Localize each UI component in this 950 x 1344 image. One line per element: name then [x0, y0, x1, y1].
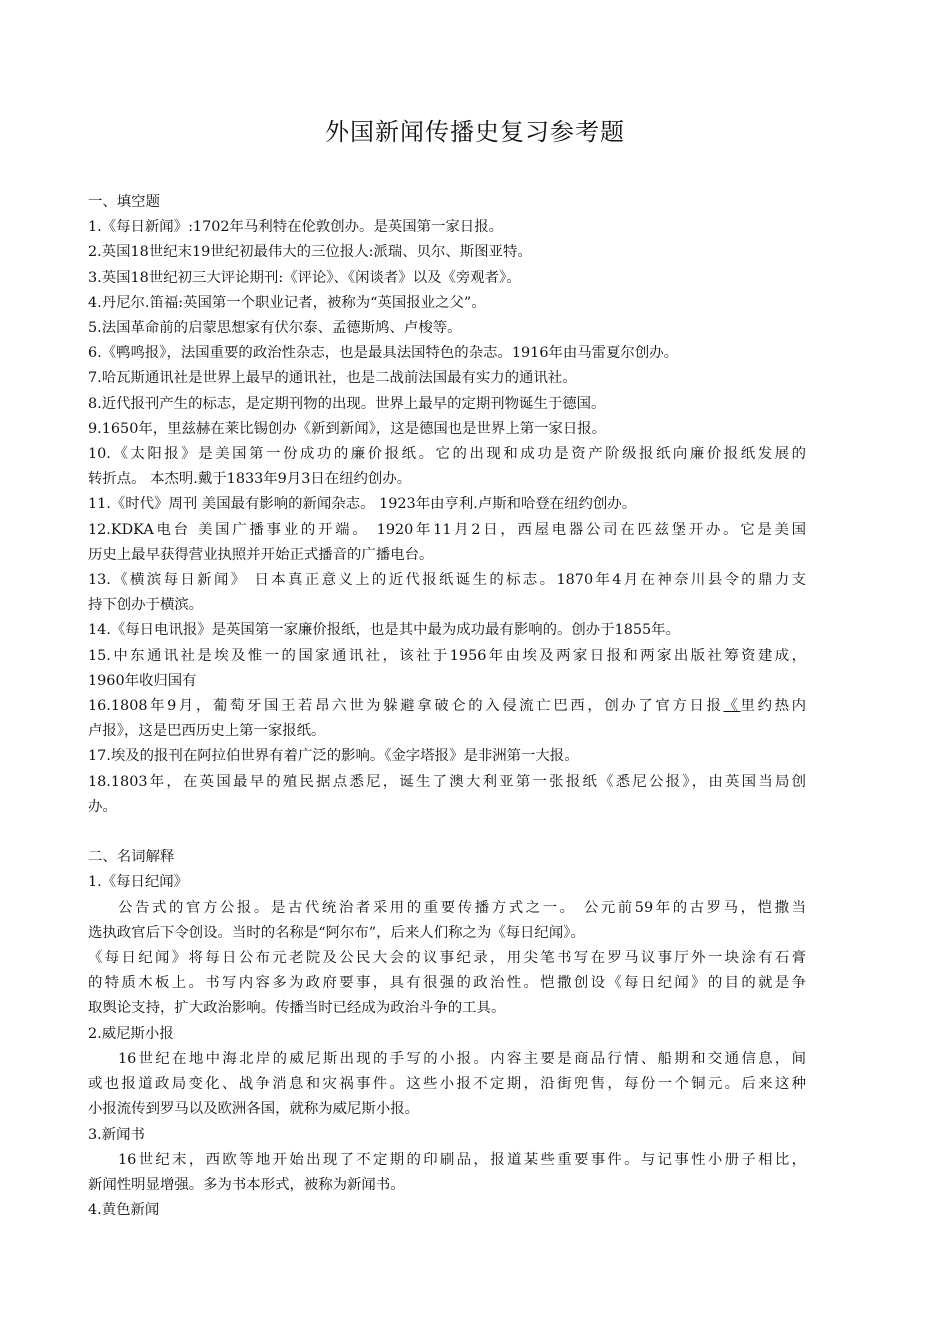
term-2-title: 2.威尼斯小报	[88, 1025, 174, 1042]
question-8: 8.近代报刊产生的标志，是定期刊物的出现。世界上最早的定期刊物诞生于德国。	[88, 395, 606, 412]
question-12-line-2: 历史上最早获得营业执照并开始正式播音的广播电台。	[88, 546, 434, 563]
term-1-para-line-5: 取舆论支持，扩大政治影响。传播当时已经成为政治斗争的工具。	[88, 1000, 506, 1017]
term-3-para-line-2: 新闻性明显增强。多为书本形式，被称为新闻书。	[88, 1176, 405, 1193]
term-2-para-line-3: 小报流传到罗马以及欧洲各国，就称为威尼斯小报。	[88, 1101, 419, 1118]
term-1-title: 1.《每日纪闻》	[88, 874, 189, 891]
question-11: 11.《时代》周刊 美国最有影响的新闻杂志。 1923年由亨利.卢斯和哈登在纽约创办。	[88, 496, 637, 513]
question-15-line-2: 1960年收归国有	[88, 672, 197, 689]
question-16-line-1	[88, 694, 806, 719]
question-12-line-1: 12.KDKA电台 美国广播事业的开端。 1920年11月2日，西屋电器公司在匹兹堡开办。它是美国	[88, 521, 806, 538]
question-3: 3.英国18世纪初三大评论期刊:《评论》、《闲谈者》以及《旁观者》。	[88, 269, 521, 286]
question-18-line-1: 18.1803年，在英国最早的殖民据点悉尼，诞生了澳大利亚第一张报纸《悉尼公报》，由英国当局创	[88, 773, 806, 790]
term-1-para-line-3: 《每日纪闻》将每日公布元老院及公民大会的议事纪录，用尖笔书写在罗马议事厅外一块涂有石膏	[88, 950, 806, 967]
term-4-title: 4.黄色新闻	[88, 1202, 160, 1219]
question-9: 9.1650年，里兹赫在莱比锡创办《新到新闻》，这是德国也是世界上第一家日报。	[88, 420, 607, 437]
document-title: 外国新闻传播史复习参考题	[325, 118, 625, 146]
question-15-line-1: 15.中东通讯社是埃及惟一的国家通讯社，该社于1956年由埃及两家日报和两家出版社筹资建成，	[88, 647, 806, 664]
term-3-para-line-1: 16世纪末，西欧等地开始出现了不定期的印刷品，报道某些重要事件。与记事性小册子相比，	[118, 1151, 806, 1168]
term-1-para-line-2: 选执政官后下令创设。当时的名称是“阿尔布”，后来人们称之为《每日纪闻》。	[88, 924, 585, 941]
term-2-para-line-2: 或也报道政局变化、战争消息和灾祸事件。这些小报不定期，沿街兜售，每份一个铜元。后来这种	[88, 1076, 806, 1093]
question-2: 2.英国18世纪末19世纪初最伟大的三位报人:派瑞、贝尔、斯图亚特。	[88, 244, 532, 261]
question-1: 1.《每日新闻》:1702年马利特在伦敦创办。是英国第一家日报。	[88, 219, 503, 236]
term-2-para-line-1: 16世纪在地中海北岸的威尼斯出现的手写的小报。内容主要是商品行情、船期和交通信息，间	[118, 1050, 806, 1067]
question-7: 7.哈瓦斯通讯社是世界上最早的通讯社，也是二战前法国最有实力的通讯社。	[88, 370, 577, 387]
section-heading-fill-in: 一、填空题	[88, 194, 160, 210]
question-17: 17.埃及的报刊在阿拉伯世界有着广泛的影响。《金字塔报》是非洲第一大报。	[88, 748, 579, 765]
section-spacer	[88, 820, 806, 845]
term-3-title: 3.新闻书	[88, 1126, 145, 1143]
question-6: 6.《鸭鸣报》，法国重要的政治性杂志，也是最具法国特色的杂志。1916年由马雷夏尔创办。	[88, 345, 678, 362]
question-16-text-a: 16.1808年9月，葡萄牙国王若昂六世为躲避拿破仑的入侵流亡巴西，创办了官方日报	[88, 698, 724, 715]
question-4: 4.丹尼尔.笛福:英国第一个职业记者，被称为“英国报业之父”。	[88, 294, 486, 311]
question-16-underlined: 《	[723, 698, 741, 715]
term-1-para-line-4: 的特质木板上。书写内容多为政府要事，具有很强的政治性。恺撒创设《每日纪闻》的目的就是争	[88, 975, 806, 992]
question-16-text-b: 里约热内	[740, 698, 806, 715]
question-18-line-2: 办。	[88, 798, 117, 815]
question-10-line-2: 转折点。 本杰明.戴于1833年9月3日在纽约创办。	[88, 471, 412, 488]
question-10-line-1: 10.《太阳报》是美国第一份成功的廉价报纸。它的出现和成功是资产阶级报纸向廉价报纸发展的	[88, 446, 806, 463]
question-13-line-2: 持下创办于横滨。	[88, 597, 204, 614]
document-body	[88, 190, 806, 1223]
question-13-line-1: 13.《横滨每日新闻》 日本真正意义上的近代报纸诞生的标志。1870年4月在神奈川县令的鼎力支	[88, 572, 806, 589]
section-heading-terms: 二、名词解释	[88, 849, 175, 866]
question-5: 5.法国革命前的启蒙思想家有伏尔泰、孟德斯鸠、卢梭等。	[88, 320, 462, 337]
question-14: 14.《每日电讯报》是英国第一家廉价报纸，也是其中最为成功最有影响的。创办于1855年。	[88, 622, 680, 639]
term-1-para-line-1: 公告式的官方公报。是古代统治者采用的重要传播方式之一。 公元前59年的古罗马，恺撒当	[118, 899, 806, 916]
question-16-line-2: 卢报》，这是巴西历史上第一家报纸。	[88, 723, 326, 740]
